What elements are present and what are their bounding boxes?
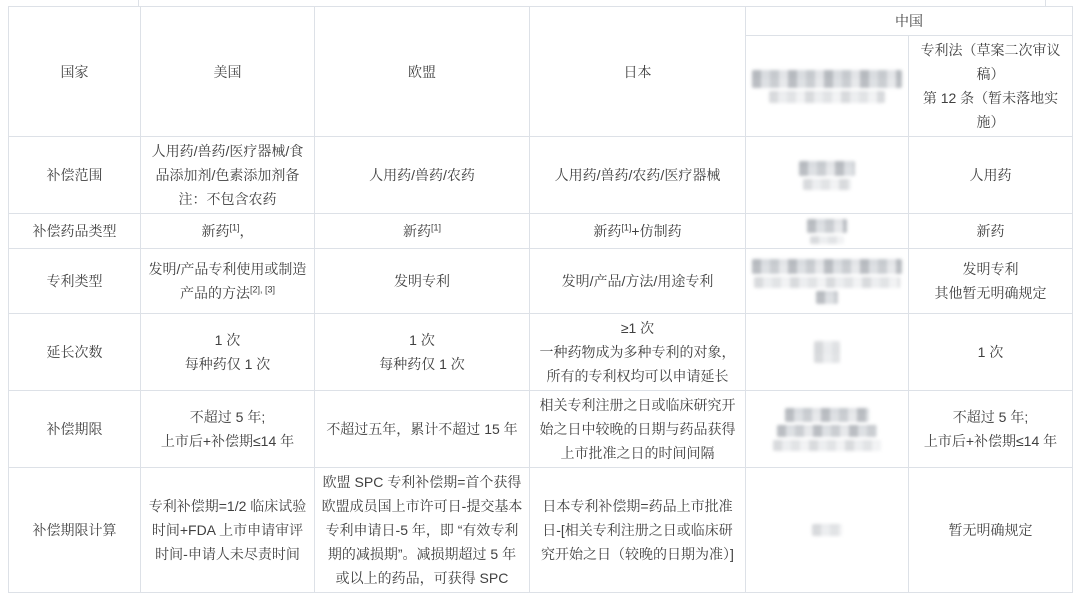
header-cn-sub-redacted	[746, 36, 909, 137]
row-extension-count	[9, 314, 1073, 391]
row-period	[9, 391, 1073, 468]
cell-period-cn-redacted	[746, 391, 909, 468]
row-drug-type	[9, 214, 1073, 249]
cell-calc-us: 专利补偿期=1/2 临床试验时间+FDA 上市申请审评时间-申请人未尽责时间	[141, 468, 315, 593]
cell-calc-jp: 日本专利补偿期=药品上市批准日-[相关专利注册之日或临床研究开始之日（较晚的日期为准）]	[530, 468, 746, 593]
header-country: 国家	[9, 7, 141, 137]
cell-scope-eu: 人用药/兽药/农药	[315, 137, 530, 214]
cell-period-cn-law: 不超过 5 年; 上市后+补偿期≤14 年	[909, 391, 1073, 468]
cell-drug-type-us: 新药[1]，	[141, 214, 315, 249]
footnote-sup: [1]	[229, 222, 240, 233]
cell-extension-jp: ≥1 次 一种药物成为多种专利的对象，所有的专利权均可以申请延长	[530, 314, 746, 391]
cell-scope-jp: 人用药/兽药/农药/医疗器械	[530, 137, 746, 214]
header-cn: 中国	[746, 7, 1073, 36]
footnote-sup: [2], [3]	[249, 284, 275, 295]
redacted-blur	[752, 341, 902, 363]
cell-patent-type-us: 发明/产品专利使用或制造产品的方法[2], [3]	[141, 249, 315, 314]
header-cn-sub-patent-law: 专利法（草案二次审议稿） 第 12 条（暂未落地实施）	[909, 36, 1073, 137]
cell-drug-type-jp: 新药[1]+仿制药	[530, 214, 746, 249]
cell-calc-cn-law: 暂无明确规定	[909, 468, 1073, 593]
row-calc	[9, 468, 1073, 593]
row-label-drug-type: 补偿药品类型	[9, 214, 141, 249]
cell-drug-type-cn-redacted	[746, 214, 909, 249]
redacted-blur	[752, 161, 902, 190]
footnote-sup: [1]	[430, 222, 441, 233]
row-label-patent-type: 专利类型	[9, 249, 141, 314]
patent-compensation-comparison-table	[8, 6, 1073, 593]
cell-scope-us: 人用药/兽药/医疗器械/食品添加剂/色素添加剂备注：不包含农药	[141, 137, 315, 214]
cell-scope-cn-redacted	[746, 137, 909, 214]
cell-extension-cn-law: 1 次	[909, 314, 1073, 391]
cell-patent-type-cn-law: 发明专利 其他暂无明确规定	[909, 249, 1073, 314]
row-scope	[9, 137, 1073, 214]
header-jp: 日本	[530, 7, 746, 137]
header-row-top	[9, 7, 1073, 36]
cell-scope-cn-law: 人用药	[909, 137, 1073, 214]
cell-extension-eu: 1 次 每种药仅 1 次	[315, 314, 530, 391]
row-label-period: 补偿期限	[9, 391, 141, 468]
row-label-extension-count: 延长次数	[9, 314, 141, 391]
redacted-blur	[752, 524, 902, 536]
redacted-blur	[752, 408, 902, 451]
header-eu: 欧盟	[315, 7, 530, 137]
redacted-blur	[752, 259, 902, 304]
cell-period-eu: 不超过五年，累计不超过 15 年	[315, 391, 530, 468]
cell-patent-type-jp: 发明/产品/方法/用途专利	[530, 249, 746, 314]
redacted-blur	[752, 219, 902, 244]
redacted-blur	[752, 70, 902, 103]
cell-patent-type-cn-redacted	[746, 249, 909, 314]
cell-drug-type-cn-law: 新药	[909, 214, 1073, 249]
cell-drug-type-eu: 新药[1]	[315, 214, 530, 249]
row-label-calc: 补偿期限计算	[9, 468, 141, 593]
footnote-sup: [1]	[621, 222, 632, 233]
cell-period-us: 不超过 5 年; 上市后+补偿期≤14 年	[141, 391, 315, 468]
cell-calc-cn-redacted	[746, 468, 909, 593]
cell-extension-us: 1 次 每种药仅 1 次	[141, 314, 315, 391]
cell-patent-type-eu: 发明专利	[315, 249, 530, 314]
cell-extension-cn-redacted	[746, 314, 909, 391]
cell-period-jp: 相关专利注册之日或临床研究开始之日中较晚的日期与药品获得上市批准之日的时间间隔	[530, 391, 746, 468]
row-patent-type	[9, 249, 1073, 314]
cell-calc-eu: 欧盟 SPC 专利补偿期=首个获得欧盟成员国上市许可日-提交基本专利申请日-5 年，即 “有效专利期的减损期”。减损期超过 5 年或以上的药品，可获得 SPC	[315, 468, 530, 593]
row-label-scope: 补偿范围	[9, 137, 141, 214]
header-us: 美国	[141, 7, 315, 137]
